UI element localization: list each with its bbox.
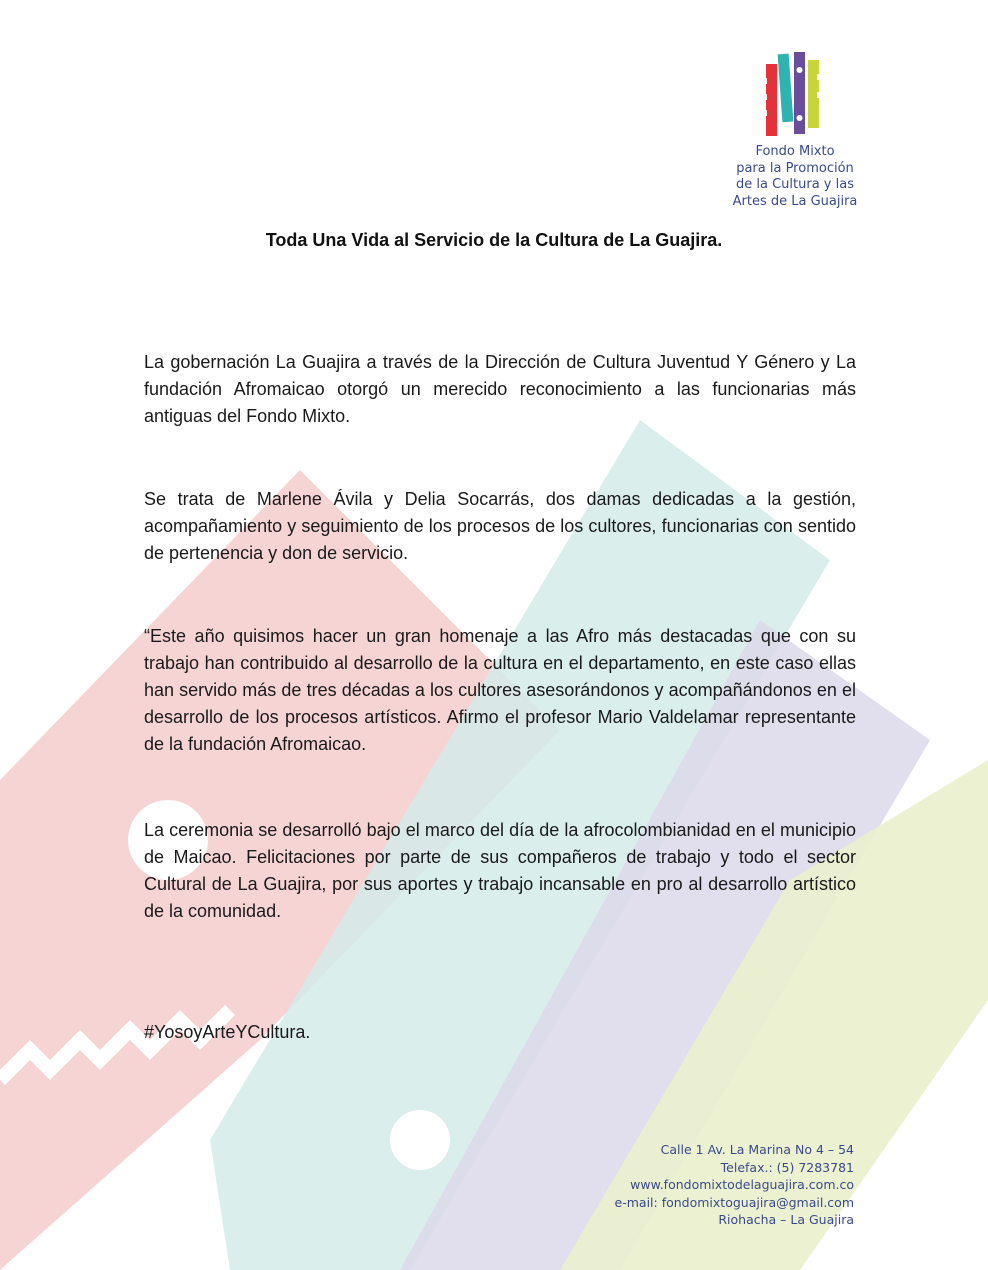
hashtag: #YosoyArteYCultura. <box>144 1022 311 1042</box>
footer-email[interactable]: e-mail: fondomixtoguajira@gmail.com <box>614 1194 854 1210</box>
footer-phone: Telefax.: (5) 7283781 <box>720 1159 854 1175</box>
document-title: Toda Una Vida al Servicio de la Cultura de La Guajira. <box>265 230 723 250</box>
logo-line: Artes de La Guajira <box>732 193 858 209</box>
paragraph: Se trata de Marlene Ávila y Delia Socarrás, dos damas dedicadas a la gestión, acompañamiento y seguimiento de los procesos de los cultores, funcionarias con sentido de pertenencia y don de servicio. <box>144 489 856 563</box>
paragraph: La gobernación La Guajira a través de la Dirección de Cultura Juventud Y Género y La fundación Afromaicao otorgó un merecido reconocimiento a las funcionarias más antiguas del Fondo Mixto. <box>144 352 856 426</box>
footer-contact <box>615 1141 854 1229</box>
logo-line: Fondo Mixto <box>755 144 835 159</box>
footer-city: Riohacha – La Guajira <box>718 1212 854 1227</box>
logo-text <box>720 144 870 210</box>
paragraph: La ceremonia se desarrolló bajo el marco del día de la afrocolombianidad en el municipio de Maicao. Felicitaciones por parte de sus compañeros de trabajo y todo el sector Cultural de La Guajira, por sus aportes y trabajo incansable en pro al desarrollo artístico de la comunidad. <box>144 820 856 921</box>
footer-website[interactable]: www.fondomixtodelaguajira.com.co <box>630 1177 854 1192</box>
logo-line: para la Promoción <box>736 160 854 176</box>
paragraph: “Este año quisimos hacer un gran homenaje a las Afro más destacadas que con su trabajo han contribuido al desarrollo de la cultura en el departamento, en este caso ellas han servido más de tres décadas a los cultores asesorándonos y acompañándonos en el desarrollo de los procesos artísticos. Afirmo el profesor Mario Valdelamar representante de la fundación Afromaicao. <box>144 626 856 754</box>
logo-line: de la Cultura y las <box>736 177 854 192</box>
footer-address: Calle 1 Av. La Marina No 4 – 54 <box>660 1142 854 1157</box>
